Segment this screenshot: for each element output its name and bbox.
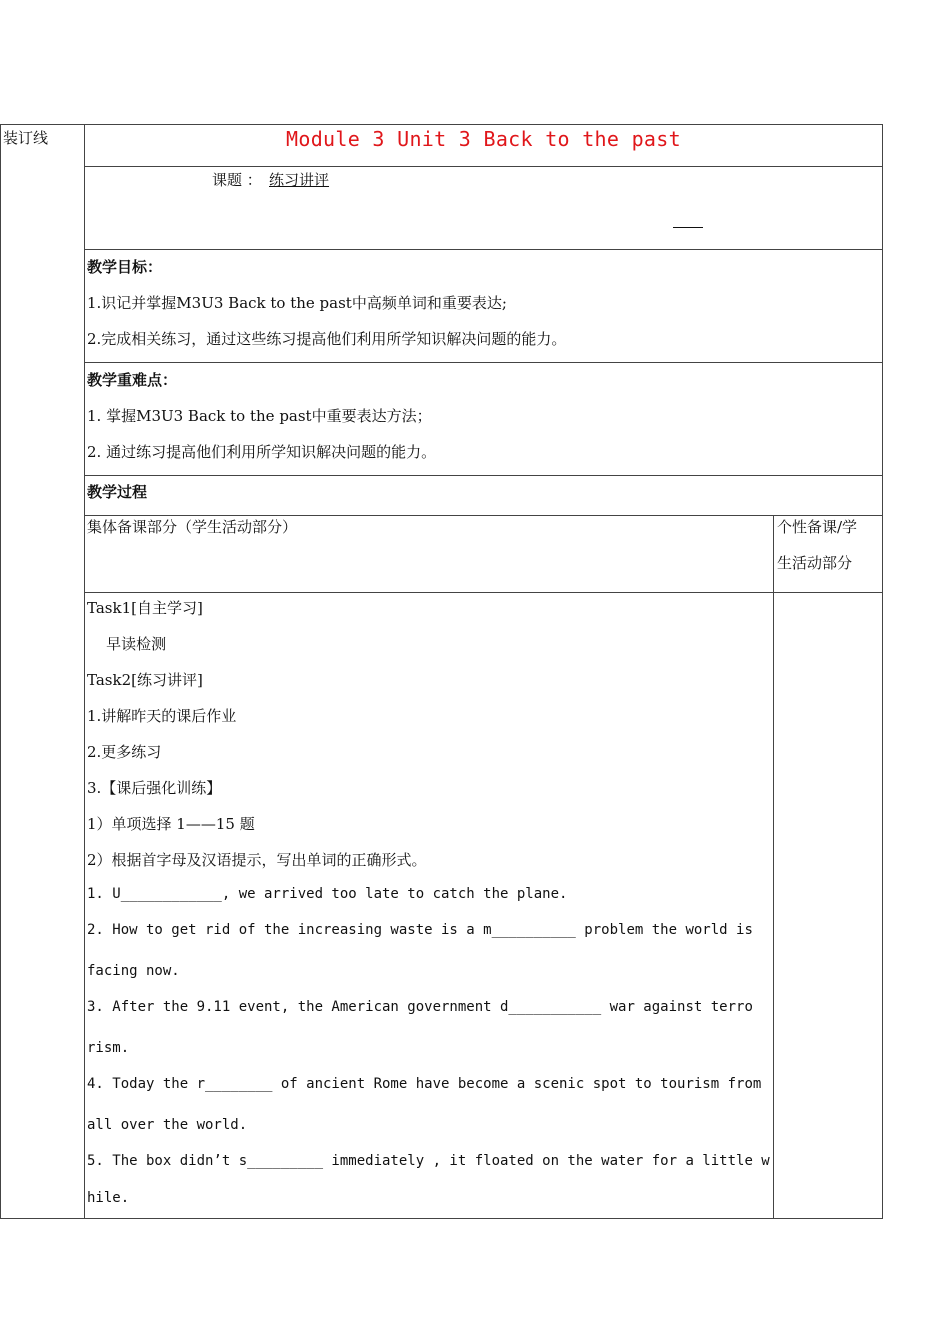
individual-prep-header-1: 个性备课/学: [777, 518, 858, 536]
body-line: 3.【课后强化训练】: [87, 779, 222, 797]
process-heading-row: [85, 476, 882, 516]
process-header-row: [85, 516, 882, 593]
process-heading: 教学过程: [87, 483, 148, 501]
exercise-line: 2. How to get rid of the increasing waste is a m__________ problem the world is: [87, 922, 753, 938]
exercise-line: 5. The box didn’t s_________ immediately , it floated on the water for a little w: [87, 1153, 770, 1169]
exercise-line: 1. U____________, we arrived too late to catch the plane.: [87, 886, 568, 902]
exercise-line: all over the world.: [87, 1117, 248, 1133]
objective-item: 2.完成相关练习，通过这些练习提高他们利用所学知识解决问题的能力。: [87, 330, 567, 348]
objective-item: 1.识记并掌握M3U3 Back to the past中高频单词和重要表达;: [87, 294, 507, 312]
binding-margin: [0, 124, 84, 1219]
blank-underline: [673, 227, 703, 228]
individual-prep-header-2: 生活动部分: [777, 554, 853, 572]
binding-line-label: 装订线: [3, 129, 49, 147]
key-point-item: 1. 掌握M3U3 Back to the past中重要表达方法；: [87, 407, 432, 425]
key-point-item: 2. 通过练习提高他们利用所学知识解决问题的能力。: [87, 443, 437, 461]
body-line: 2）根据首字母及汉语提示，写出单词的正确形式。: [87, 851, 427, 869]
topic-label: 课题 ：: [212, 171, 262, 189]
exercise-line: 3. After the 9.11 event, the American government d___________ war against terro: [87, 999, 753, 1015]
body-line: Task1[自主学习]: [87, 599, 203, 617]
objectives-heading: 教学目标：: [87, 258, 163, 276]
exercise-line: 4. Today the r________ of ancient Rome have become a scenic spot to tourism from: [87, 1076, 762, 1092]
body-line: 1）单项选择 1——15 题: [87, 815, 255, 833]
topic-row: [85, 167, 882, 250]
body-line: Task2[练习讲评]: [87, 671, 203, 689]
column-divider: [773, 515, 774, 1218]
objectives-row: [85, 250, 882, 363]
lesson-plan-table: [84, 124, 883, 1219]
page-title: Module 3 Unit 3 Back to the past: [286, 127, 681, 151]
body-line: 2.更多练习: [87, 743, 162, 761]
exercise-line: hile.: [87, 1190, 130, 1206]
collective-prep-header: 集体备课部分（学生活动部分）: [87, 518, 298, 536]
topic-value: 练习讲评: [269, 171, 330, 189]
exercise-line: rism.: [87, 1040, 130, 1056]
key-points-row: [85, 363, 882, 476]
title-row: [85, 125, 882, 167]
body-line: 早读检测: [87, 635, 167, 653]
exercise-line: facing now.: [87, 963, 180, 979]
key-points-heading: 教学重难点：: [87, 371, 178, 389]
body-line: 1.讲解昨天的课后作业: [87, 707, 237, 725]
